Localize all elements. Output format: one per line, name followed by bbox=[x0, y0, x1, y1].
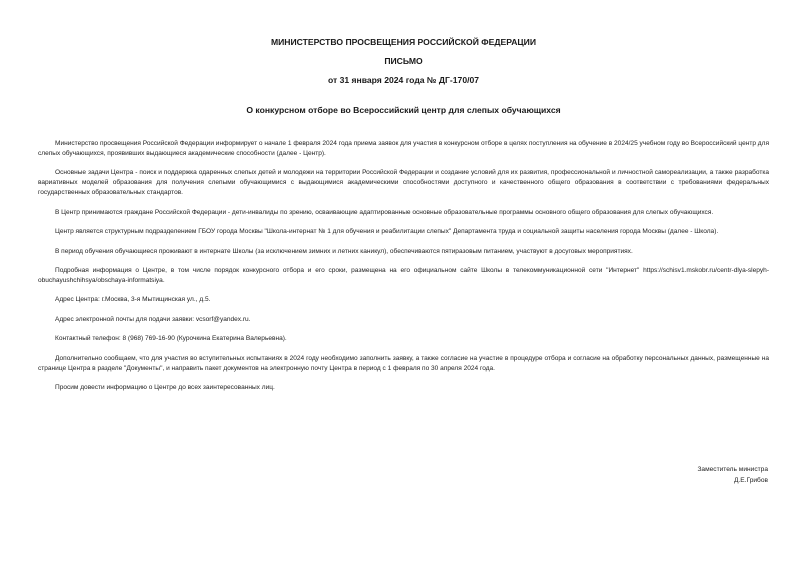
paragraph: В период обучения обучающиеся проживают в интернате Школы (за исключением зимних и летних каникул), обеспечиваются пятиразовым питанием, участвуют в досуговых мероприятиях. bbox=[55, 247, 633, 255]
paragraph: Подробная информация о Центре, в том числе порядок конкурсного отбора и его сроки, размещена на его официальном сайте Школы в телекоммуникационной сети "Интернет" https://schisv1.mskobr.ru/centr-dlya-slepyh-obuchayushchihsya/obschaya-informatsiya. bbox=[38, 266, 769, 284]
paragraph: Центр является структурным подразделением ГБОУ города Москвы "Школа-интернат № 1 для обучения и реабилитации слепых" Департамента труда и социальной защиты населения города Москвы (далее - Школа). bbox=[55, 228, 719, 236]
letter-body bbox=[38, 139, 769, 402]
paragraph: В Центр принимаются граждане Российской Федерации - дети-инвалиды по зрению, осваивающие адаптированные основные образовательные программы основного общего образования для слепых обучающихся. bbox=[55, 208, 714, 216]
paragraph: Просим довести информацию о Центре до всех заинтересованных лиц. bbox=[55, 383, 275, 391]
paragraph: Адрес Центра: г.Москва, 3-я Мытищинская ул., д.5. bbox=[55, 296, 211, 304]
signatory-position: Заместитель министра bbox=[697, 466, 768, 473]
document-type: ПИСЬМО bbox=[384, 56, 423, 66]
paragraph: Основные задачи Центра - поиск и поддержка одаренных слепых детей и молодежи на территории Российской Федерации и создание условий для их развития, профессиональной и личностной самореализации, а также разработка вариативных моделей образования для получения слепыми обучающимися с выдающимися академическими способностями доступного и качественного общего образования в соответствии с требованиями федеральных государственных образовательных стандартов. bbox=[38, 169, 769, 197]
document-date-number: от 31 января 2024 года № ДГ-170/07 bbox=[327, 75, 480, 85]
document-subject: О конкурсном отборе во Всероссийский центр для слепых обучающихся bbox=[246, 105, 561, 115]
ministry-title: МИНИСТЕРСТВО ПРОСВЕЩЕНИЯ РОССИЙСКОЙ ФЕДЕРАЦИИ bbox=[270, 37, 537, 47]
signatory-name: Д.Е.Грибов bbox=[733, 477, 768, 484]
paragraph: Дополнительно сообщаем, что для участия во вступительных испытаниях в 2024 году необходимо заполнить заявку, а также согласие на участие в процедуре отбора и согласие на обработку персональных данных, размещенные на странице Центра в разделе "Документы", и направить пакет документов на электронную почту Центра в период с 1 февраля по 30 апреля 2024 года. bbox=[38, 354, 769, 372]
paragraph: Министерство просвещения Российской Федерации информирует о начале 1 февраля 2024 года приема заявок для участия в конкурсном отборе в целях поступления на обучение в 2024/25 учебном году во Всероссийский центр для слепых обучающихся, проявивших выдающиеся академические способности (далее - Центр). bbox=[38, 140, 769, 157]
paragraph: Контактный телефон: 8 (968) 769-16-90 (Курочкина Екатерина Валерьевна). bbox=[55, 335, 287, 343]
signature-block bbox=[697, 464, 768, 486]
paragraph: Адрес электронной почты для подачи заявки: vcsorf@yandex.ru. bbox=[55, 315, 251, 323]
